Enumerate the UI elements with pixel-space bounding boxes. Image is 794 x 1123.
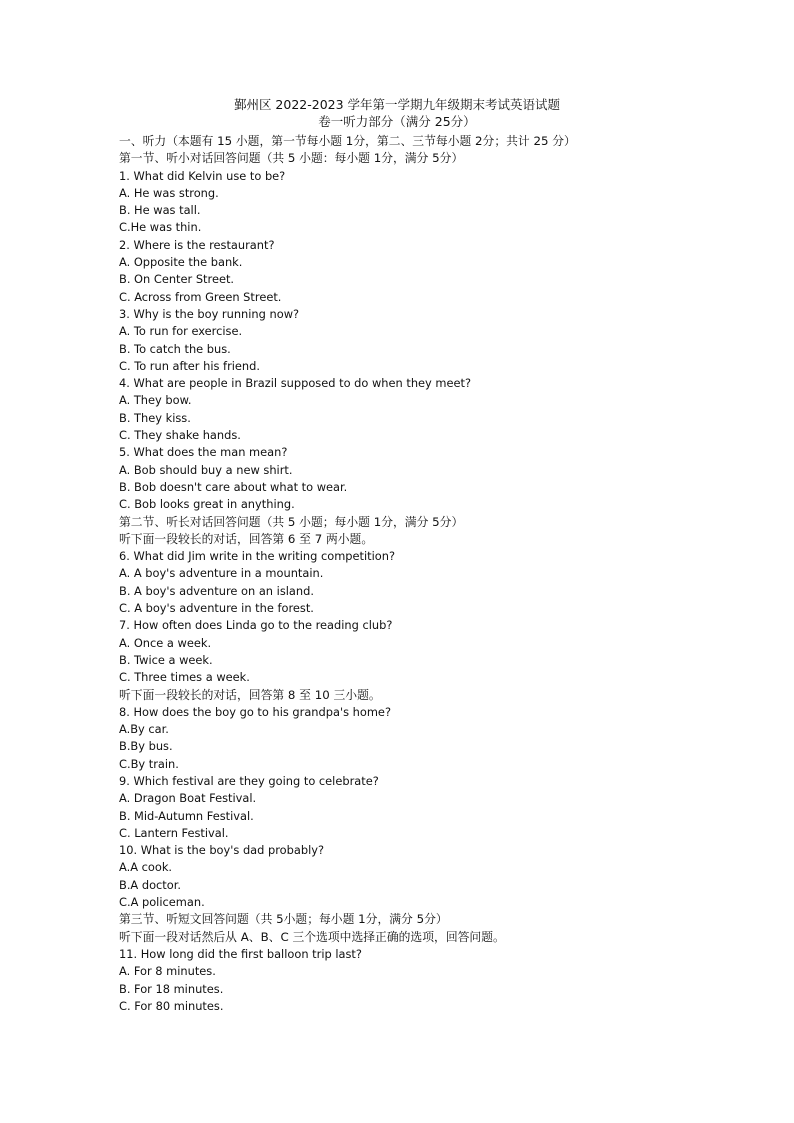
text-line: A. Bob should buy a new shirt. [119, 462, 293, 477]
text-line: B. Twice a week. [119, 652, 213, 667]
exam-content [119, 133, 679, 1015]
section-heading: 听下面一段较长的对话，回答第 8 至 10 三小题。 [119, 687, 381, 702]
text-line: 2. Where is the restaurant? [119, 237, 275, 252]
text-line: B. A boy's adventure on an island. [119, 583, 314, 598]
text-line: A. For 8 minutes. [119, 964, 216, 979]
text-line: A.By car. [119, 722, 169, 737]
text-line: A. Opposite the bank. [119, 255, 243, 270]
text-line: B. For 18 minutes. [119, 981, 224, 996]
text-line: C.A policeman. [119, 895, 205, 910]
text-line: C. A boy's adventure in the forest. [119, 601, 314, 616]
text-line: C. To run after his friend. [119, 358, 260, 373]
text-line: C.By train. [119, 756, 179, 771]
text-line: B. Bob doesn't care about what to wear. [119, 479, 348, 494]
text-line: 7. How often does Linda go to the reading club? [119, 618, 393, 633]
text-line: A. Dragon Boat Festival. [119, 791, 257, 806]
text-line: B. Mid-Autumn Festival. [119, 808, 254, 823]
text-line: C. Three times a week. [119, 670, 250, 685]
section-heading: 第三节、听短文回答问题（共 5小题；每小题 1分，满分 5分） [119, 912, 448, 927]
section-heading: 第一节、听小对话回答问题（共 5 小题：每小题 1分，满分 5分） [119, 151, 464, 166]
text-line: B. He was tall. [119, 203, 201, 218]
text-line: C.He was thin. [119, 220, 202, 235]
text-line: C. They shake hands. [119, 428, 241, 443]
text-line: 1. What did Kelvin use to be? [119, 168, 286, 183]
text-line: B.By bus. [119, 739, 173, 754]
section-heading: 听下面一段对话然后从 A、B、C 三个选项中选择正确的选项，回答问题。 [119, 929, 505, 944]
text-line: 4. What are people in Brazil supposed to do when they meet? [119, 376, 472, 391]
text-line: A. They bow. [119, 393, 192, 408]
section-heading: 第二节、听长对话回答问题（共 5 小题；每小题 1分，满分 5分） [119, 514, 464, 529]
text-line: 3. Why is the boy running now? [119, 306, 300, 321]
text-line: A. He was strong. [119, 185, 219, 200]
text-line: C. For 80 minutes. [119, 998, 224, 1013]
text-line: 10. What is the boy's dad probably? [119, 843, 325, 858]
text-line: C. Lantern Festival. [119, 825, 229, 840]
text-line: B.A doctor. [119, 877, 182, 892]
text-line: 8. How does the boy go to his grandpa's home? [119, 704, 391, 719]
text-line: C. Bob looks great in anything. [119, 497, 295, 512]
text-line: A. A boy's adventure in a mountain. [119, 566, 324, 581]
text-line: C. Across from Green Street. [119, 289, 282, 304]
text-line: 5. What does the man mean? [119, 445, 288, 460]
text-line: 11. How long did the first balloon trip last? [119, 946, 362, 961]
text-line: 9. Which festival are they going to celebrate? [119, 773, 379, 788]
text-line: B. They kiss. [119, 410, 191, 425]
text-line: A. To run for exercise. [119, 324, 243, 339]
text-line: B. On Center Street. [119, 272, 235, 287]
text-line: 6. What did Jim write in the writing competition? [119, 549, 396, 564]
section-heading: 一、听力（本题有 15 小题，第一节每小题 1分，第二、三节每小题 2分；共计 25 分） [119, 134, 576, 148]
section-heading: 听下面一段较长的对话，回答第 6 至 7 两小题。 [119, 531, 374, 546]
text-line: B. To catch the bus. [119, 341, 231, 356]
title-block [0, 96, 794, 130]
text-line: A.A cook. [119, 860, 173, 875]
exam-title: 鄞州区 2022-2023 学年第一学期九年级期末考试英语试题 [233, 97, 561, 112]
text-line: A. Once a week. [119, 635, 212, 650]
exam-subtitle: 卷一听力部分（满分 25分） [318, 114, 476, 129]
